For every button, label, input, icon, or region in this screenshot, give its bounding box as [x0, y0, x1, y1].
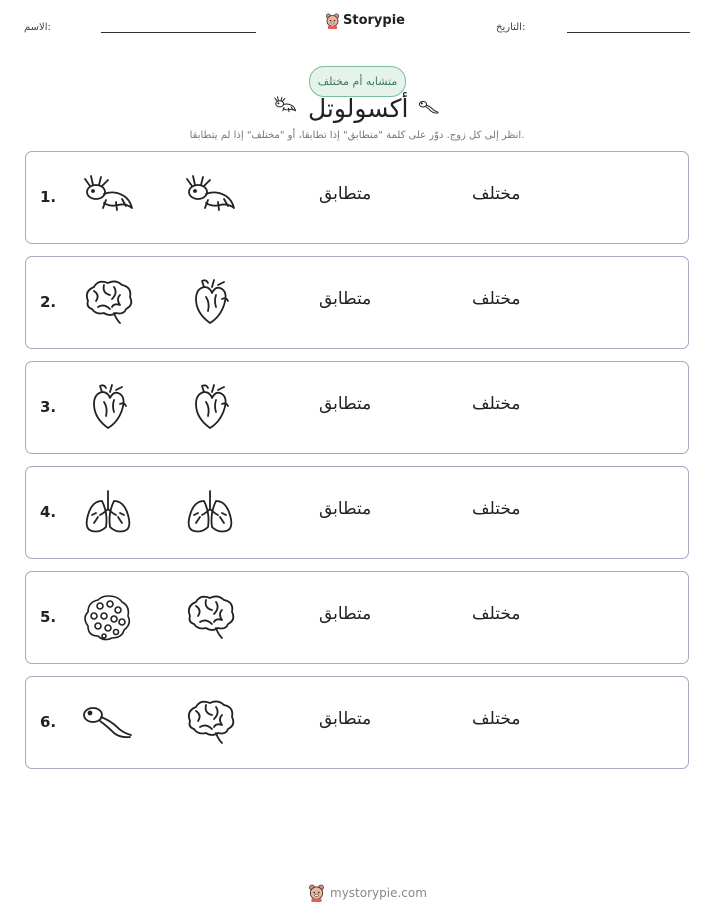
heart-icon — [80, 382, 136, 432]
date-label: التاريخ: — [496, 22, 526, 33]
different-option[interactable]: مختلف — [472, 184, 521, 204]
egg-cluster-icon — [80, 592, 136, 642]
footer-site: mystorypie.com — [330, 885, 427, 900]
bear-icon — [308, 883, 325, 902]
bear-icon — [325, 12, 340, 29]
comparison-row — [25, 151, 689, 244]
same-option[interactable]: متطابق — [319, 604, 372, 624]
heart-icon — [182, 382, 238, 432]
different-option[interactable]: مختلف — [472, 289, 521, 309]
lungs-icon — [80, 487, 136, 537]
different-option[interactable]: مختلف — [472, 709, 521, 729]
same-option[interactable]: متطابق — [319, 499, 372, 519]
same-option[interactable]: متطابق — [319, 709, 372, 729]
instructions: انظر إلى كل زوج. دوّر على كلمة "متطابق" إذا تطابقا، أو "مختلف" إذا لم يتطابقا. — [189, 130, 525, 141]
footer — [308, 883, 427, 902]
storypie-logo — [325, 12, 405, 29]
same-option[interactable]: متطابق — [319, 184, 372, 204]
comparison-row — [25, 256, 689, 349]
row-number: 4. — [40, 503, 57, 521]
same-option[interactable]: متطابق — [319, 394, 372, 414]
brand-name: Storypie — [343, 13, 405, 28]
row-number: 1. — [40, 188, 57, 206]
worksheet-type-badge: متشابه أم مختلف — [309, 66, 406, 97]
worksheet-title: أكسولوتل — [308, 94, 409, 123]
brain-icon — [182, 592, 238, 642]
lungs-icon — [182, 487, 238, 537]
axolotl-icon — [182, 172, 238, 222]
heart-icon — [182, 277, 238, 327]
same-option[interactable]: متطابق — [319, 289, 372, 309]
tadpole-icon — [413, 97, 445, 117]
tadpole-icon — [80, 697, 136, 747]
name-label: الاسم: — [24, 22, 51, 33]
brain-icon — [182, 697, 238, 747]
date-line[interactable] — [567, 32, 690, 33]
comparison-row — [25, 571, 689, 664]
row-number: 3. — [40, 398, 57, 416]
brain-icon — [80, 277, 136, 327]
row-number: 5. — [40, 608, 57, 626]
axolotl-icon — [80, 172, 136, 222]
row-number: 2. — [40, 293, 57, 311]
row-number: 6. — [40, 713, 57, 731]
comparison-row — [25, 361, 689, 454]
comparison-row — [25, 676, 689, 769]
comparison-row — [25, 466, 689, 559]
different-option[interactable]: مختلف — [472, 394, 521, 414]
different-option[interactable]: مختلف — [472, 499, 521, 519]
axolotl-icon — [268, 95, 302, 117]
name-line[interactable] — [101, 32, 256, 33]
different-option[interactable]: مختلف — [472, 604, 521, 624]
